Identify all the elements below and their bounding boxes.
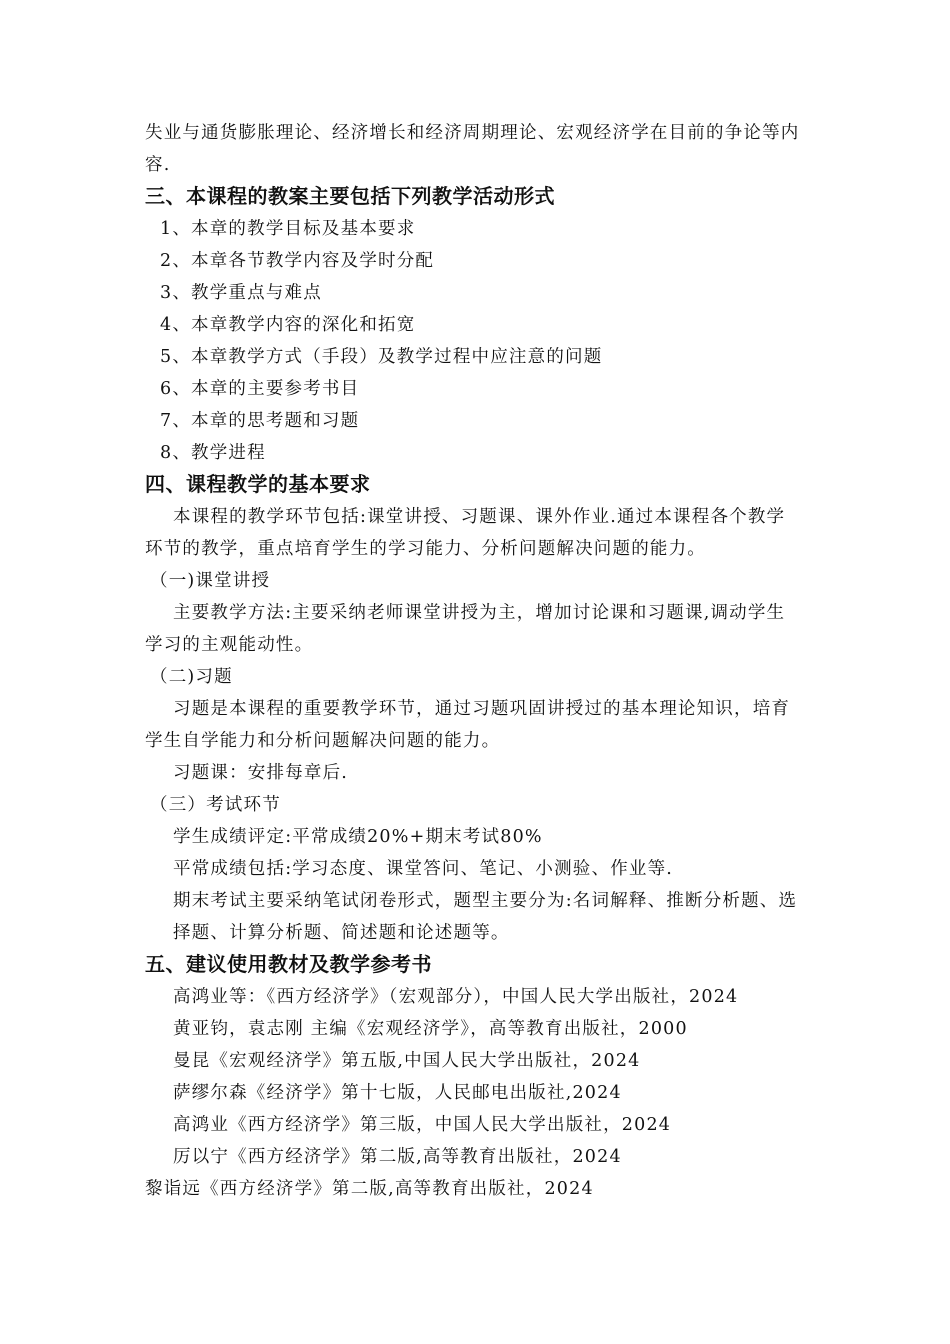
book-item: 萨缪尔森《经济学》第十七版，人民邮电出版社,2024: [173, 1083, 622, 1103]
paragraph-line: 期末考试主要采纳笔试闭卷形式，题型主要分为:名词解释、推断分析题、选: [173, 891, 798, 911]
paragraph-line: 择题、计算分析题、简述题和论述题等。: [173, 923, 510, 943]
paragraph-line: 平常成绩包括:学习态度、课堂答问、笔记、小测验、作业等.: [173, 859, 674, 879]
list-item: 1、本章的教学目标及基本要求: [160, 219, 416, 239]
book-item: 高鸿业等：《西方经济学》（宏观部分），中国人民大学出版社，2024: [173, 987, 739, 1007]
paragraph-line: 习题是本课程的重要教学环节，通过习题巩固讲授过的基本理论知识，培育: [173, 699, 791, 719]
list-item: 6、本章的主要参考书目: [160, 379, 360, 399]
paragraph-line: 失业与通货膨胀理论、经济增长和经济周期理论、宏观经济学在目前的争论等内: [145, 123, 800, 143]
section-heading: 三、本课程的教案主要包括下列教学活动形式: [145, 184, 555, 208]
paragraph-line: 本课程的教学环节包括:课堂讲授、习题课、课外作业.通过本课程各个教学: [173, 507, 786, 527]
list-item: 4、本章教学内容的深化和拓宽: [160, 315, 416, 335]
subsection-title: （二)习题: [150, 667, 233, 687]
list-item: 8、教学进程: [160, 443, 266, 463]
paragraph-line: 学习的主观能动性。: [145, 635, 314, 655]
paragraph-line: 主要教学方法:主要采纳老师课堂讲授为主，增加讨论课和习题课,调动学生: [173, 603, 786, 623]
paragraph-line: 学生自学能力和分析问题解决问题的能力。: [145, 731, 501, 751]
paragraph-line: 环节的教学，重点培育学生的学习能力、分析问题解决问题的能力。: [145, 539, 706, 559]
paragraph-line: 学生成绩评定:平常成绩20%+期末考试80%: [173, 827, 543, 847]
subsection-title: （三）考试环节: [150, 795, 281, 815]
book-item: 黄亚钧，袁志刚 主编《宏观经济学》，高等教育出版社，2000: [173, 1019, 688, 1039]
paragraph-line: 容.: [145, 155, 171, 175]
book-item: 曼昆《宏观经济学》第五版,中国人民大学出版社，2024: [173, 1051, 641, 1071]
subsection-title: （一)课堂讲授: [150, 571, 271, 591]
book-item: 高鸿业《西方经济学》第三版，中国人民大学出版社，2024: [173, 1115, 672, 1135]
list-item: 5、本章教学方式（手段）及教学过程中应注意的问题: [160, 347, 603, 367]
list-item: 3、教学重点与难点: [160, 283, 322, 303]
section-heading: 四、课程教学的基本要求: [145, 472, 371, 496]
section-heading: 五、建议使用教材及教学参考书: [145, 952, 432, 976]
list-item: 2、本章各节教学内容及学时分配: [160, 251, 435, 271]
paragraph-line: 习题课：安排每章后.: [173, 763, 349, 783]
book-item: 黎诣远《西方经济学》第二版,高等教育出版社，2024: [145, 1179, 594, 1199]
list-item: 7、本章的思考题和习题: [160, 411, 360, 431]
book-item: 厉以宁《西方经济学》第二版,高等教育出版社，2024: [173, 1147, 622, 1167]
